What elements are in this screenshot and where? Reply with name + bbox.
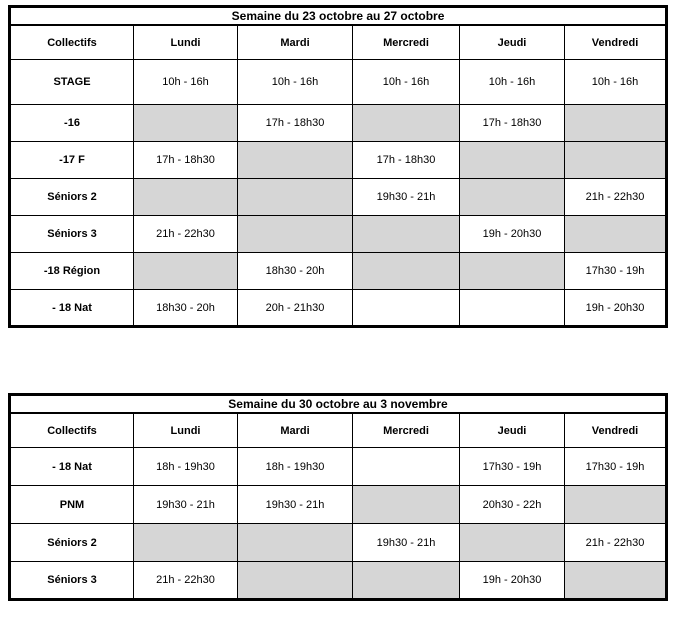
column-header-jeudi: Jeudi — [460, 413, 565, 448]
schedule-cell: 19h - 20h30 — [460, 216, 565, 253]
column-header-mercredi: Mercredi — [353, 413, 460, 448]
row-label: -16 — [10, 105, 134, 142]
schedule-cell — [353, 290, 460, 327]
row-label: - 18 Nat — [10, 448, 134, 486]
header-row — [10, 413, 667, 448]
row-label: PNM — [10, 486, 134, 524]
schedule-cell: 19h - 20h30 — [460, 562, 565, 600]
row-label: - 18 Nat — [10, 290, 134, 327]
schedule-cell — [353, 486, 460, 524]
table-row — [10, 290, 667, 327]
column-header-mardi: Mardi — [238, 25, 353, 60]
row-label: -18 Région — [10, 253, 134, 290]
column-header-vendredi: Vendredi — [565, 25, 667, 60]
table-title: Semaine du 30 octobre au 3 novembre — [10, 395, 667, 414]
schedule-cell: 21h - 22h30 — [134, 562, 238, 600]
schedule-cell — [460, 524, 565, 562]
schedule-cell — [565, 486, 667, 524]
row-label: -17 F — [10, 142, 134, 179]
schedule-cell — [134, 179, 238, 216]
schedule-cell — [238, 524, 353, 562]
table-body — [10, 60, 667, 327]
table-title-row — [10, 7, 667, 26]
schedule-cell: 17h30 - 19h — [565, 448, 667, 486]
schedule-cell: 19h30 - 21h — [134, 486, 238, 524]
schedule-cell — [565, 142, 667, 179]
table-row — [10, 105, 667, 142]
schedule-cell: 19h30 - 21h — [353, 179, 460, 216]
schedule-cell — [353, 448, 460, 486]
schedule-cell: 19h - 20h30 — [565, 290, 667, 327]
column-header-lundi: Lundi — [134, 413, 238, 448]
table-row — [10, 179, 667, 216]
schedule-cell — [238, 562, 353, 600]
table-row — [10, 448, 667, 486]
table-row — [10, 142, 667, 179]
schedule-cell — [353, 562, 460, 600]
schedule-cell — [134, 105, 238, 142]
row-label: Séniors 3 — [10, 562, 134, 600]
schedule-cell: 21h - 22h30 — [565, 179, 667, 216]
column-header-lundi: Lundi — [134, 25, 238, 60]
schedule-cell — [565, 105, 667, 142]
table-row — [10, 486, 667, 524]
schedule-cell: 20h - 21h30 — [238, 290, 353, 327]
schedule-cell — [238, 179, 353, 216]
row-label: STAGE — [10, 60, 134, 105]
schedule-cell: 17h - 18h30 — [353, 142, 460, 179]
schedule-cell: 18h30 - 20h — [134, 290, 238, 327]
schedule-cell — [238, 216, 353, 253]
schedule-table-week1 — [8, 5, 668, 328]
schedule-cell: 20h30 - 22h — [460, 486, 565, 524]
table-row — [10, 562, 667, 600]
table-title: Semaine du 23 octobre au 27 octobre — [10, 7, 667, 26]
schedule-cell: 10h - 16h — [238, 60, 353, 105]
schedule-cell: 17h30 - 19h — [460, 448, 565, 486]
header-row — [10, 25, 667, 60]
column-header-mardi: Mardi — [238, 413, 353, 448]
column-header-mercredi: Mercredi — [353, 25, 460, 60]
schedule-cell — [460, 253, 565, 290]
schedule-cell: 18h30 - 20h — [238, 253, 353, 290]
column-header-collectifs: Collectifs — [10, 413, 134, 448]
row-label: Séniors 3 — [10, 216, 134, 253]
schedule-cell: 21h - 22h30 — [565, 524, 667, 562]
schedule-cell — [460, 179, 565, 216]
table-row — [10, 60, 667, 105]
schedule-cell: 18h - 19h30 — [238, 448, 353, 486]
column-header-jeudi: Jeudi — [460, 25, 565, 60]
schedule-cell: 17h30 - 19h — [565, 253, 667, 290]
schedule-cell — [460, 142, 565, 179]
schedule-cell: 21h - 22h30 — [134, 216, 238, 253]
schedule-cell — [353, 216, 460, 253]
schedule-cell — [134, 524, 238, 562]
schedule-cell — [565, 216, 667, 253]
table-row — [10, 524, 667, 562]
schedule-cell — [353, 105, 460, 142]
row-label: Séniors 2 — [10, 179, 134, 216]
schedule-cell — [565, 562, 667, 600]
table-row — [10, 216, 667, 253]
column-header-vendredi: Vendredi — [565, 413, 667, 448]
schedule-cell — [238, 142, 353, 179]
schedule-cell: 10h - 16h — [460, 60, 565, 105]
schedule-cell — [460, 290, 565, 327]
column-header-collectifs: Collectifs — [10, 25, 134, 60]
schedule-cell: 18h - 19h30 — [134, 448, 238, 486]
schedule-cell: 17h - 18h30 — [460, 105, 565, 142]
table-body — [10, 448, 667, 600]
schedule-cell — [134, 253, 238, 290]
row-label: Séniors 2 — [10, 524, 134, 562]
table-title-row — [10, 395, 667, 414]
schedule-cell: 17h - 18h30 — [238, 105, 353, 142]
schedule-cell: 10h - 16h — [353, 60, 460, 105]
schedule-cell: 19h30 - 21h — [353, 524, 460, 562]
schedule-cell — [353, 253, 460, 290]
schedule-cell: 19h30 - 21h — [238, 486, 353, 524]
schedule-cell: 10h - 16h — [134, 60, 238, 105]
schedule-cell: 17h - 18h30 — [134, 142, 238, 179]
schedule-table-week2 — [8, 393, 668, 601]
table-row — [10, 253, 667, 290]
schedule-cell: 10h - 16h — [565, 60, 667, 105]
